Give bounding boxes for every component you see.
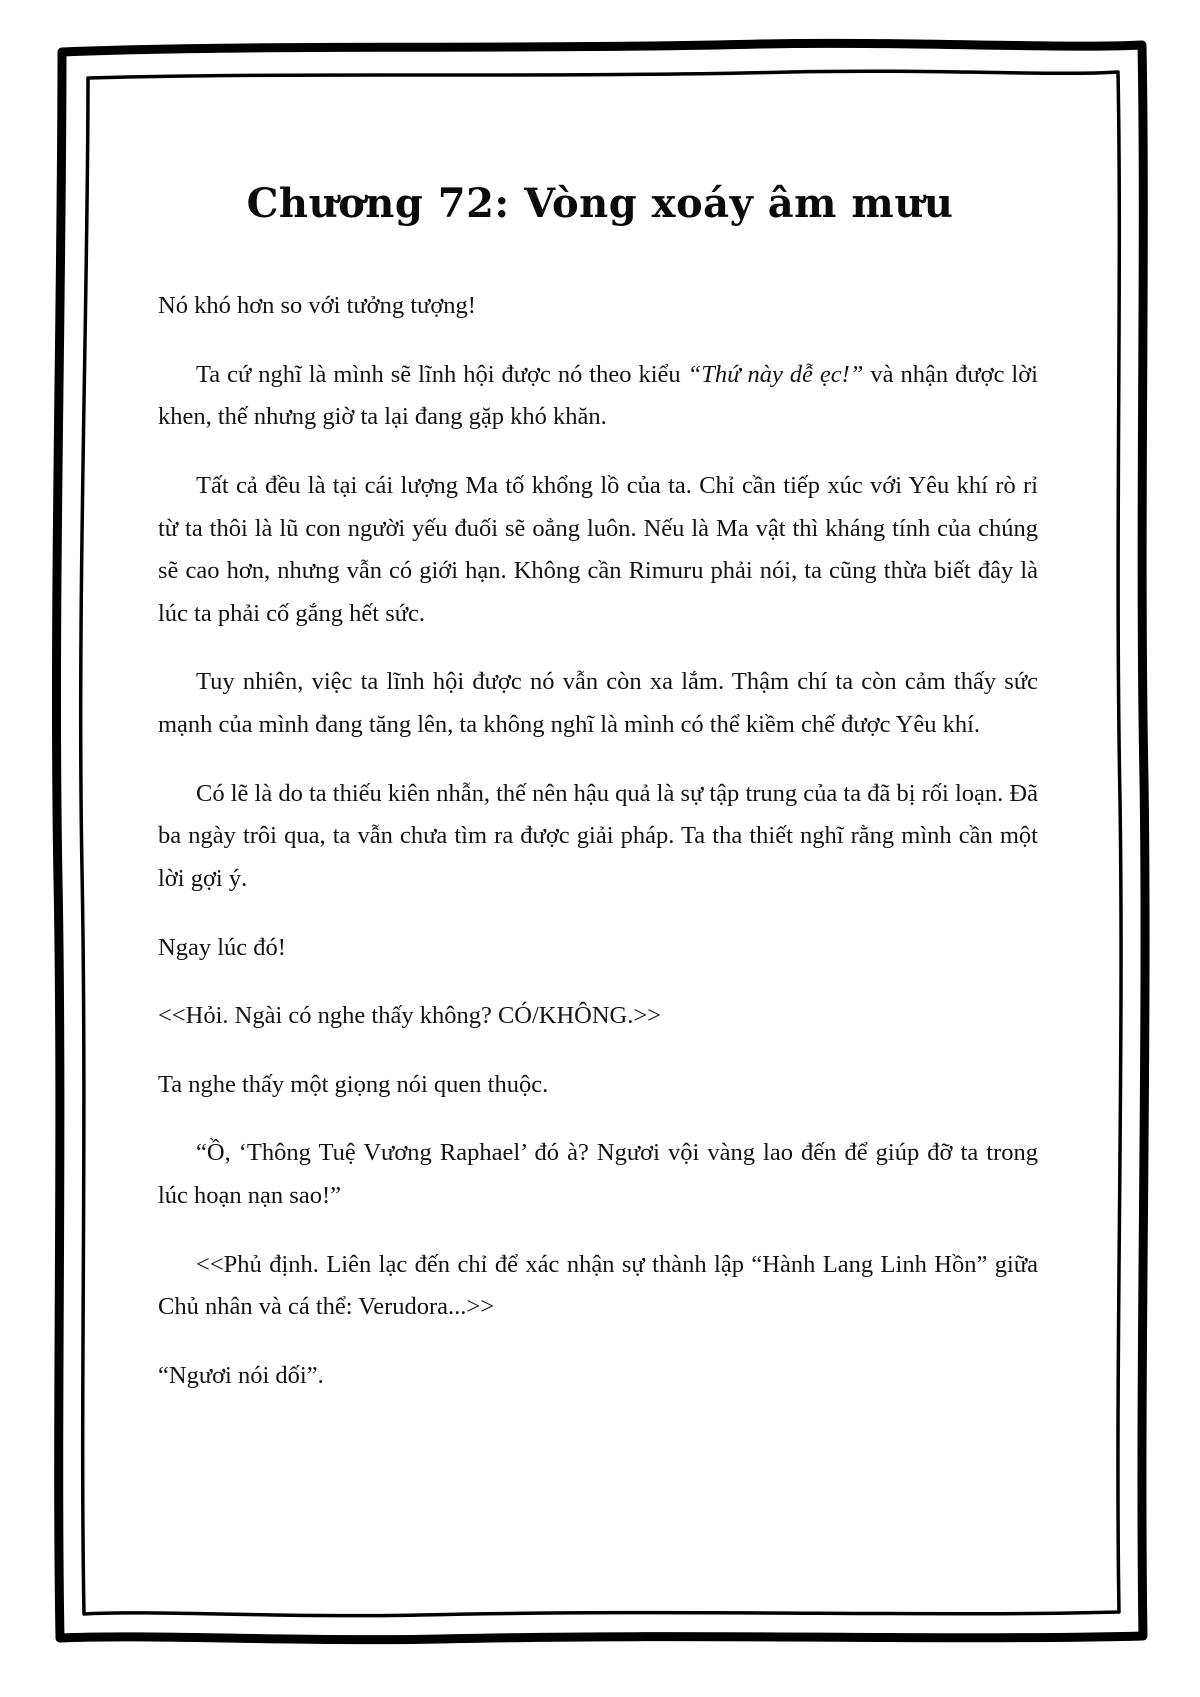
paragraph-text-after: và nhận được lời khen, thế nhưng giờ ta lại đang gặp khó khăn. — [158, 360, 1038, 431]
page-title: Chương 72: Vòng xoáy âm mưu — [246, 180, 954, 227]
paragraph: Ngay lúc đó! — [158, 933, 286, 961]
paragraph: <<Phủ định. Liên lạc đến chỉ để xác nhận sự thành lập “Hành Lang Linh Hồn” giữa Chủ nhân và cá thể: Verudora...>> — [158, 1250, 1038, 1321]
paragraph-italic-quote: “Thứ này dễ ẹc!” — [687, 360, 864, 388]
paragraph: Có lẽ là do ta thiếu kiên nhẫn, thế nên hậu quả là sự tập trung của ta đã bị rối loạn. Đã ba ngày trôi qua, ta vẫn chưa tìm ra được giải pháp. Ta tha thiết nghĩ rằng mình cần một lời gợi ý. — [158, 779, 1038, 892]
paragraph: Ta nghe thấy một giọng nói quen thuộc. — [158, 1070, 549, 1098]
paragraph: Tất cả đều là tại cái lượng Ma tố khổng lồ của ta. Chỉ cần tiếp xúc với Yêu khí rò rỉ từ ta thôi là lũ con người yếu đuối sẽ oẳng luôn. Nếu là Ma vật thì kháng tính của chúng sẽ cao hơn, nhưng vẫn có giới hạn. Không cần Rimuru phải nói, ta cũng thừa biết đây là lúc ta phải cố gắng hết sức. — [158, 471, 1038, 627]
paragraph: “Ồ, ‘Thông Tuệ Vương Raphael’ đó à? Ngươi vội vàng lao đến để giúp đỡ ta trong lúc hoạn nạn sao!” — [158, 1139, 1038, 1209]
paragraph-text-before: Ta cứ nghĩ là mình sẽ lĩnh hội được nó theo kiểu — [196, 360, 688, 388]
paragraph — [158, 354, 1038, 439]
paragraph: “Ngươi nói dối”. — [158, 1361, 324, 1389]
paragraph: <<Hỏi. Ngài có nghe thấy không? CÓ/KHÔNG.>> — [158, 1002, 662, 1030]
paragraph: Tuy nhiên, việc ta lĩnh hội được nó vẫn còn xa lắm. Thậm chí ta còn cảm thấy sức mạnh của mình đang tăng lên, ta không nghĩ là mình có thể kiềm chế được Yêu khí. — [158, 668, 1038, 738]
body-text — [100, 285, 1100, 1398]
document-content — [100, 140, 1100, 1510]
paragraph: Nó khó hơn so với tưởng tượng! — [158, 292, 476, 319]
